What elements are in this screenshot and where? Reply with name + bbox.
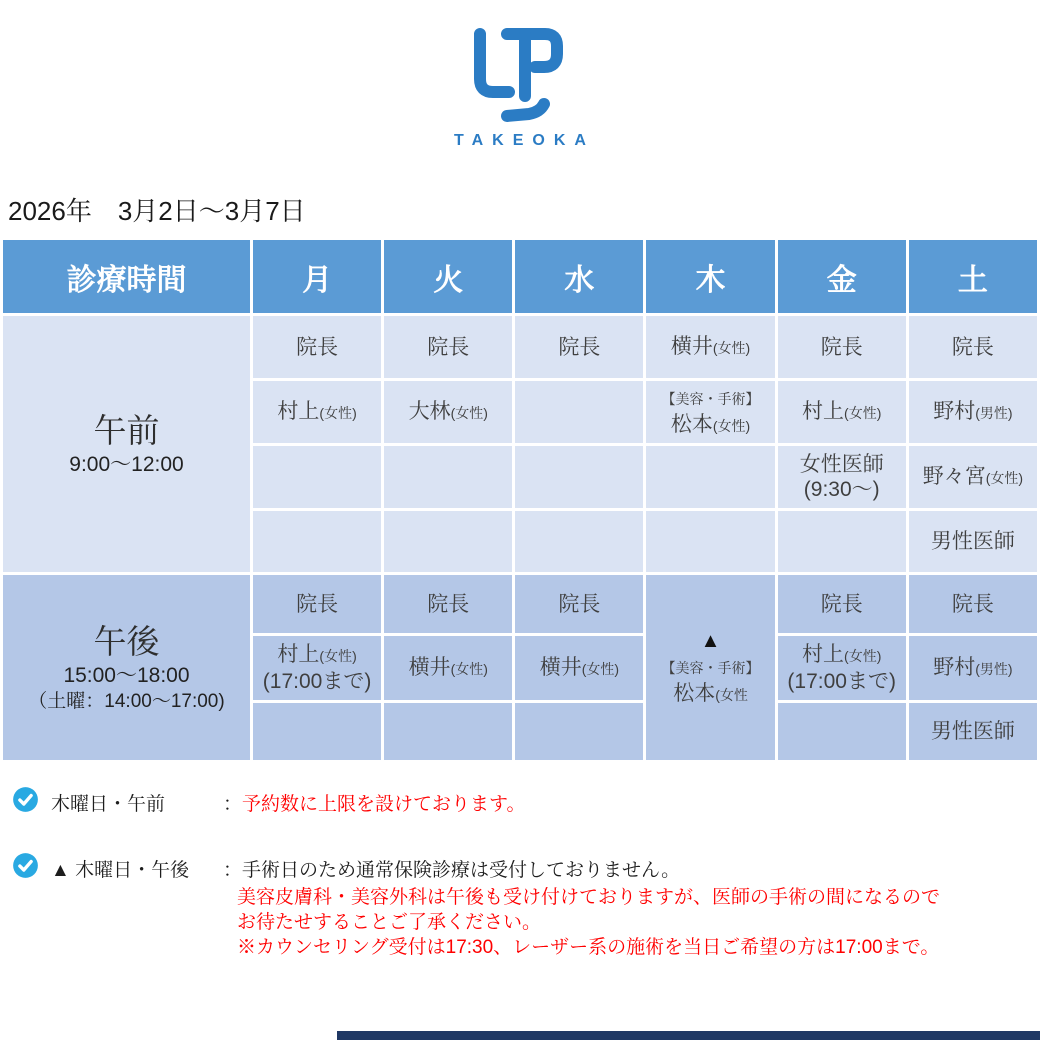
cell-line <box>778 592 906 617</box>
cell-text: 横井 <box>670 334 713 358</box>
cell-line <box>253 592 381 617</box>
cell-text: (女性) <box>712 418 751 434</box>
schedule-cell <box>383 702 514 762</box>
cell-text: (女性) <box>581 660 620 677</box>
schedule-cell <box>383 315 514 380</box>
bottom-accent-bar <box>337 1031 1040 1040</box>
schedule-cell <box>383 574 514 635</box>
day-header-tue: 火 <box>383 239 514 315</box>
note-red-detail-block <box>237 885 940 960</box>
cell-line <box>778 335 906 360</box>
day-header-fri: 金 <box>776 239 907 315</box>
schedule-cell <box>514 510 645 574</box>
cell-line <box>909 529 1037 554</box>
schedule-cell <box>776 510 907 574</box>
logo-block <box>0 24 1040 150</box>
cell-text: 松本 <box>670 413 713 436</box>
cell-text: 院長 <box>820 335 863 359</box>
afternoon-hours-note: （土曜：14:00〜17:00) <box>28 691 225 712</box>
cell-line <box>909 592 1037 617</box>
header-row <box>2 239 1039 315</box>
schedule-cell <box>383 445 514 510</box>
afternoon-label: 午後 <box>93 623 160 660</box>
cell-line <box>646 681 774 708</box>
time-column-header: 診療時間 <box>2 239 252 315</box>
cell-text: 院長 <box>427 335 470 359</box>
cell-text: 【美容・手術】 <box>661 391 760 407</box>
note-label: 木曜日・午前 <box>51 794 166 815</box>
cell-text: (女性) <box>450 660 488 677</box>
schedule-cell <box>514 574 645 635</box>
cell-line <box>909 335 1037 360</box>
cell-text: 村上 <box>802 399 845 423</box>
cell-text: 横井 <box>539 655 582 679</box>
cell-text: (男性) <box>975 404 1013 421</box>
cell-text: (女性) <box>844 648 882 664</box>
schedule-cell <box>907 510 1038 574</box>
cell-line <box>909 464 1037 491</box>
schedule-cell <box>776 315 907 380</box>
cell-line <box>253 399 381 426</box>
schedule-cell <box>514 380 645 445</box>
cell-text: 村上 <box>802 643 845 666</box>
cell-text: (女性) <box>450 404 488 421</box>
schedule-cell <box>514 445 645 510</box>
cell-line <box>253 642 381 669</box>
schedule-cell <box>776 635 907 702</box>
note-thursday-afternoon <box>12 852 680 882</box>
cell-line <box>646 412 774 439</box>
schedule-cell <box>252 510 383 574</box>
schedule-cell <box>383 635 514 702</box>
schedule-cell <box>776 574 907 635</box>
cell-line <box>778 669 906 694</box>
schedule-cell <box>645 445 776 510</box>
schedule-cell <box>776 380 907 445</box>
cell-text: (男性) <box>975 660 1013 677</box>
schedule-cell <box>252 702 383 762</box>
cell-text: 【美容・手術】 <box>661 659 760 676</box>
cell-text: 女性医師 <box>799 453 884 476</box>
note-black-text: 手術日のため通常保険診療は受付しておりません。 <box>242 860 681 881</box>
cell-line <box>778 452 906 477</box>
cell-line <box>778 477 906 502</box>
schedule-cell <box>383 510 514 574</box>
triangle-marker: ▲ <box>700 629 721 652</box>
cell-text: 院長 <box>951 592 994 616</box>
schedule-cell <box>907 574 1038 635</box>
day-header-thu: 木 <box>645 239 776 315</box>
check-icon <box>12 852 39 879</box>
cell-text: 院長 <box>558 592 601 616</box>
note-red-line: ※カウンセリング受付は17:30、レーザー系の施術を当日ご希望の方は17:00まで。 <box>237 937 940 958</box>
cell-line <box>384 655 512 682</box>
schedule-cell <box>383 380 514 445</box>
schedule-cell-thursday-merged <box>645 574 776 762</box>
brand-name: TAKEOKA <box>454 132 595 149</box>
schedule-cell <box>776 445 907 510</box>
cell-text: 村上 <box>277 643 320 666</box>
cell-line <box>515 335 643 360</box>
schedule-table <box>0 237 1040 763</box>
cell-line <box>384 335 512 360</box>
cell-text: 横井 <box>408 655 451 679</box>
table-row <box>2 315 1039 380</box>
afternoon-hours: 15:00〜18:00 <box>63 664 190 687</box>
cell-text: 野々宮 <box>922 464 986 488</box>
cell-text: 院長 <box>296 592 339 616</box>
cell-text: 院長 <box>951 335 994 359</box>
cell-text: 院長 <box>427 592 470 616</box>
schedule-cell <box>907 635 1038 702</box>
note-red-text: 予約数に上限を設けております。 <box>242 794 526 815</box>
morning-label: 午前 <box>93 412 160 449</box>
morning-hours: 9:00〜12:00 <box>69 453 184 476</box>
schedule-cell <box>252 315 383 380</box>
day-header-wed: 水 <box>514 239 645 315</box>
schedule-cell <box>907 380 1038 445</box>
afternoon-label-cell <box>2 574 252 762</box>
note-colon: ： <box>223 860 243 881</box>
day-header-mon: 月 <box>252 239 383 315</box>
morning-label-cell <box>2 315 252 574</box>
schedule-cell <box>252 574 383 635</box>
cell-text: (9:30〜) <box>803 478 880 501</box>
cell-text: (女性) <box>844 404 882 421</box>
cell-line <box>778 399 906 426</box>
schedule-cell <box>252 635 383 702</box>
cell-line <box>646 654 774 681</box>
takeoka-logo-icon <box>464 24 576 124</box>
day-header-sat: 土 <box>907 239 1038 315</box>
cell-text: (女性) <box>985 469 1024 486</box>
cell-text: 院長 <box>296 335 339 359</box>
schedule-cell <box>645 315 776 380</box>
cell-line <box>646 628 774 654</box>
cell-line <box>909 719 1037 744</box>
schedule-cell <box>776 702 907 762</box>
schedule-cell <box>252 380 383 445</box>
note-red-line: お待たせすることご了承ください。 <box>237 912 542 933</box>
cell-text: 男性医師 <box>930 530 1015 553</box>
schedule-cell <box>645 380 776 445</box>
cell-text: 松本 <box>673 681 716 705</box>
cell-line <box>778 642 906 669</box>
cell-text: (女性 <box>715 686 748 703</box>
schedule-cell <box>252 445 383 510</box>
cell-line <box>515 592 643 617</box>
cell-text: (17:00まで) <box>787 670 896 693</box>
schedule-cell <box>514 315 645 380</box>
cell-line <box>384 592 512 617</box>
schedule-cell <box>907 702 1038 762</box>
note-red-line: 美容皮膚科・美容外科は午後も受け付けておりますが、医師の手術の間になるので <box>237 887 941 908</box>
cell-text: (17:00まで) <box>262 670 372 693</box>
cell-text: 野村 <box>933 399 976 423</box>
check-icon <box>12 786 39 813</box>
cell-line <box>909 399 1037 426</box>
cell-line <box>909 655 1037 682</box>
schedule-cell <box>514 702 645 762</box>
cell-text: 院長 <box>558 335 601 359</box>
cell-line <box>646 334 774 361</box>
cell-line <box>384 399 512 426</box>
schedule-cell <box>907 445 1038 510</box>
date-range: 2026年 3月2日〜3月7日 <box>8 196 306 226</box>
cell-line <box>515 655 643 682</box>
schedule-cell <box>645 510 776 574</box>
cell-line <box>646 385 774 412</box>
cell-text: 大林 <box>408 399 451 423</box>
cell-line <box>253 335 381 360</box>
cell-text: 野村 <box>933 655 976 679</box>
note-colon: ： <box>223 794 243 815</box>
cell-text: 村上 <box>277 399 320 423</box>
schedule-cell <box>907 315 1038 380</box>
cell-text: 院長 <box>820 592 863 616</box>
note-label: ▲ 木曜日・午後 <box>51 860 190 881</box>
cell-text: (女性) <box>319 648 357 664</box>
note-thursday-morning <box>12 786 526 816</box>
schedule-cell <box>514 635 645 702</box>
table-row <box>2 574 1039 635</box>
cell-text: 男性医師 <box>930 720 1015 743</box>
cell-text: (女性) <box>319 404 357 421</box>
cell-text: (女性) <box>712 339 751 356</box>
cell-line <box>253 669 381 694</box>
